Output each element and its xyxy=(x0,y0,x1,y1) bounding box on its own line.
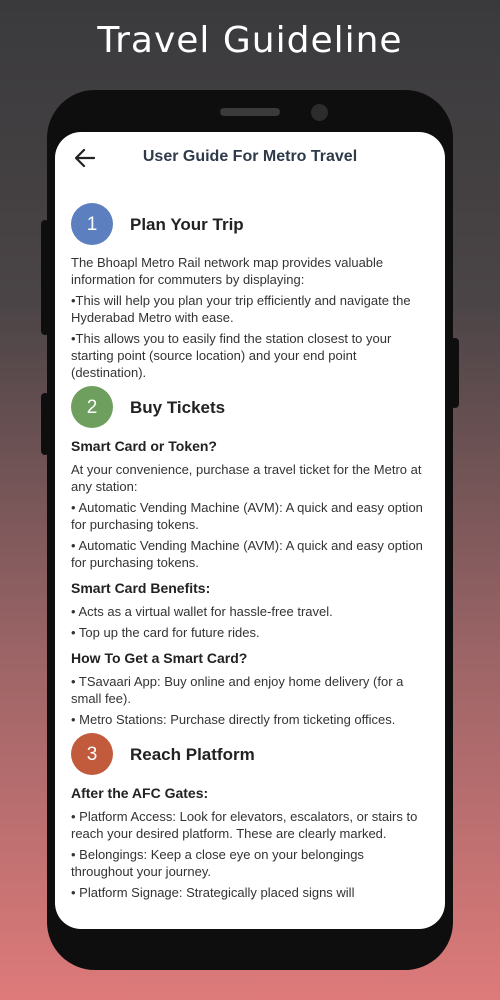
bullet-item: • Belongings: Keep a close eye on your belongings throughout your journey. xyxy=(71,847,364,879)
app-bar-title: User Guide For Metro Travel xyxy=(142,148,358,165)
bullet-item: • Metro Stations: Purchase directly from ticketing offices. xyxy=(71,712,396,727)
section-heading: After the AFC Gates: xyxy=(71,785,209,801)
speaker-grille xyxy=(220,108,280,116)
step-number-badge: 2 xyxy=(71,386,113,428)
step-header xyxy=(71,202,429,246)
front-camera xyxy=(311,104,328,121)
phone-side-button xyxy=(41,220,49,335)
step-header xyxy=(71,385,429,429)
bullet-item: • TSavaari App: Buy online and enjoy home delivery (for a small fee). xyxy=(71,674,404,706)
phone-side-button xyxy=(41,393,49,455)
step-title: Plan Your Trip xyxy=(130,214,244,234)
app-bar xyxy=(55,132,445,184)
bullet-item: • Automatic Vending Machine (AVM): A quick and easy option for purchasing tokens. xyxy=(71,500,423,532)
bullet-item: • Platform Access: Look for elevators, escalators, or stairs to reach your desired platform. These are clearly marked. xyxy=(71,809,418,841)
promo-title: Travel Guideline xyxy=(97,20,403,61)
phone-screen xyxy=(55,132,445,929)
step-number-badge: 3 xyxy=(71,733,113,775)
step-number-badge: 1 xyxy=(71,203,113,245)
section-heading: Smart Card Benefits: xyxy=(71,580,211,596)
section-heading: Smart Card or Token? xyxy=(71,438,217,454)
step-title: Buy Tickets xyxy=(130,397,226,417)
bullet-item: • Platform Signage: Strategically placed signs will xyxy=(71,885,355,900)
step-header xyxy=(71,732,429,776)
phone-side-button xyxy=(451,338,459,408)
bullet-item: • Acts as a virtual wallet for hassle-free travel. xyxy=(71,604,333,619)
paragraph: The Bhoapl Metro Rail network map provides valuable information for commuters by displaying: xyxy=(71,255,384,287)
step-title: Reach Platform xyxy=(130,744,255,764)
bullet-item: • Automatic Vending Machine (AVM): A quick and easy option for purchasing tokens. xyxy=(71,538,423,570)
bullet-item: •This allows you to easily find the station closest to your starting point (source location) and your end point (destination). xyxy=(71,331,392,380)
bullet-item: • Top up the card for future rides. xyxy=(71,625,260,640)
guide-content xyxy=(71,202,429,905)
section-heading: How To Get a Smart Card? xyxy=(71,650,248,666)
bullet-item: •This will help you plan your trip efficiently and navigate the Hyderabad Metro with ease. xyxy=(71,293,411,325)
paragraph: At your convenience, purchase a travel ticket for the Metro at any station: xyxy=(71,462,422,494)
